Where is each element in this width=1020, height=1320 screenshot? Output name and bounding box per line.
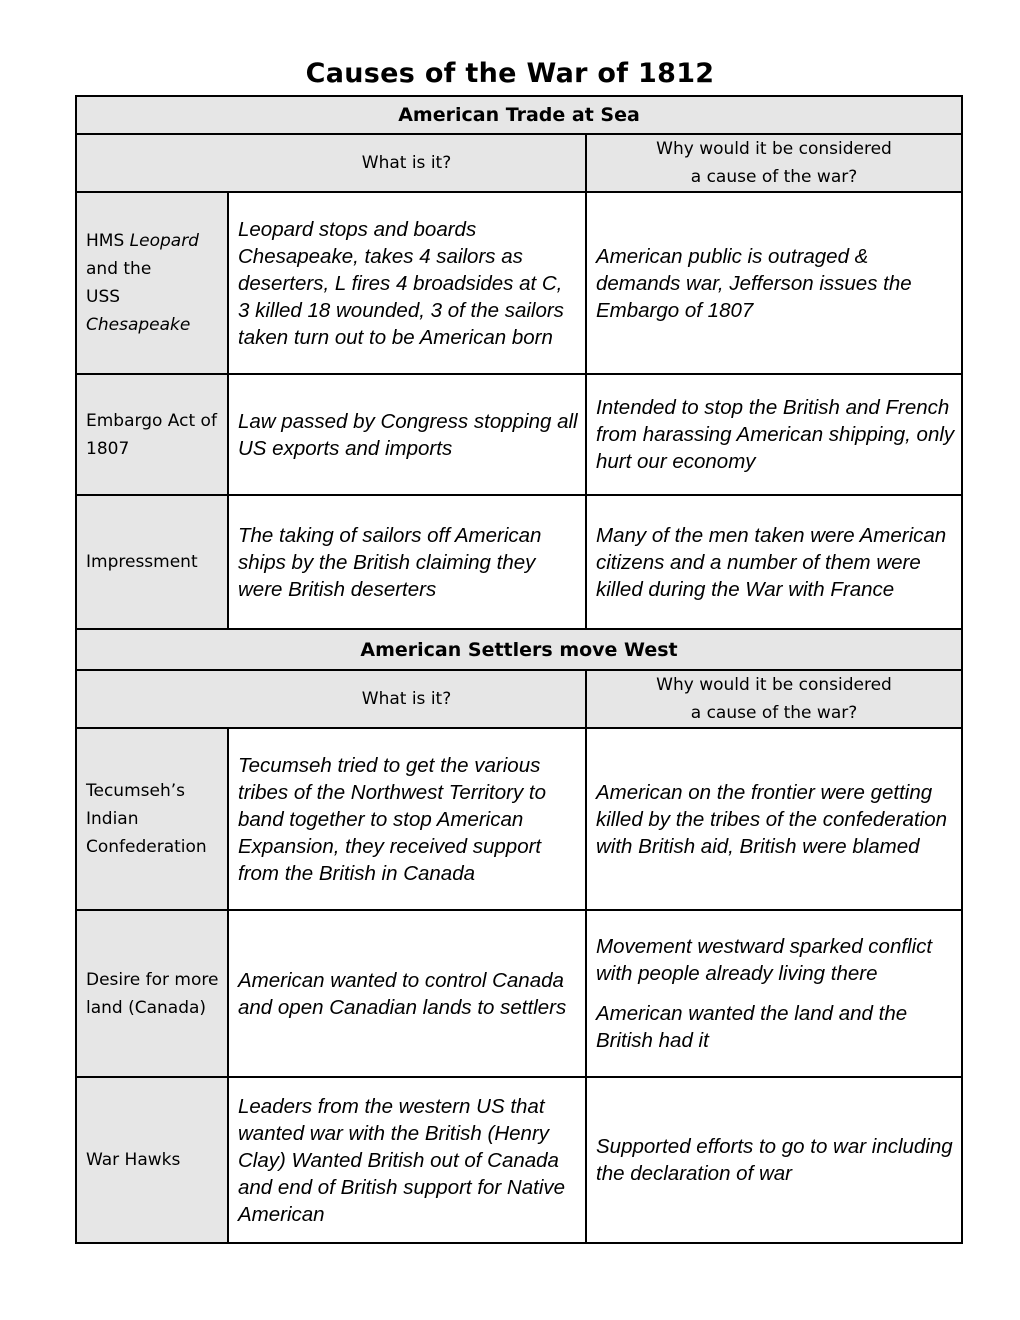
column-header-why-line1: Why would it be considered xyxy=(656,675,892,695)
column-header-why-line2: a cause of the war? xyxy=(690,703,858,723)
row-why-text: Supported efforts to go to war including the declaration of war xyxy=(596,1135,953,1185)
row-what: Leaders from the western US that wanted war with the British (Henry Clay) Wanted British out of Canada and end of British support for Native American xyxy=(228,1077,586,1243)
column-header-what: What is it? xyxy=(228,134,586,192)
row-label-part: Chesapeake xyxy=(86,315,191,335)
row-why xyxy=(586,1077,962,1243)
column-header-row xyxy=(76,670,962,728)
row-why xyxy=(586,192,962,374)
column-header-why-line1: Why would it be considered xyxy=(656,139,892,159)
row-why xyxy=(586,910,962,1077)
table-row xyxy=(76,728,962,910)
row-label: War Hawks xyxy=(76,1077,228,1243)
column-header-what: What is it? xyxy=(228,670,586,728)
causes-table xyxy=(75,95,963,1244)
row-why-text: Intended to stop the British and French from harassing American shipping, only hurt our economy xyxy=(596,396,955,473)
section-title: American Settlers move West xyxy=(76,629,962,670)
row-why-text: American wanted the land and the British had it xyxy=(596,1002,908,1052)
table-row xyxy=(76,1077,962,1243)
row-label: Tecumseh’s Indian Confederation xyxy=(76,728,228,910)
row-what: The taking of sailors off American ships by the British claiming they were British deserters xyxy=(228,495,586,629)
column-header-why-line2: a cause of the war? xyxy=(690,167,858,187)
row-why-text: American on the frontier were getting killed by the tribes of the confederation with British aid, British were blamed xyxy=(596,780,947,858)
row-label-part: USS xyxy=(86,287,121,307)
table-row xyxy=(76,495,962,629)
row-label-part: HMS xyxy=(86,231,130,251)
column-header-label xyxy=(76,670,228,728)
table-row xyxy=(76,374,962,495)
column-header-row xyxy=(76,134,962,192)
section-title: American Trade at Sea xyxy=(76,96,962,134)
row-what: Tecumseh tried to get the various tribes of the Northwest Territory to band together to stop American Expansion, they received support from the British in Canada xyxy=(228,728,586,910)
row-what: American wanted to control Canada and open Canadian lands to settlers xyxy=(228,910,586,1077)
row-why-text: Movement westward sparked conflict with people already living there xyxy=(596,935,933,985)
row-what: Leopard stops and boards Chesapeake, takes 4 sailors as deserters, L fires 4 broadsides at C, 3 killed 18 wounded, 3 of the sailors taken turn out to be American born xyxy=(228,192,586,374)
page-title: Causes of the War of 1812 xyxy=(305,58,715,89)
table-row xyxy=(76,192,962,374)
column-header-label xyxy=(76,134,228,192)
section-header xyxy=(76,629,962,670)
row-what: Law passed by Congress stopping all US exports and imports xyxy=(228,374,586,495)
row-label: Desire for more land (Canada) xyxy=(76,910,228,1077)
row-label-part: and the xyxy=(86,259,152,279)
section-header xyxy=(76,96,962,134)
row-label: Embargo Act of 1807 xyxy=(76,374,228,495)
row-label xyxy=(76,192,228,374)
row-why xyxy=(586,495,962,629)
row-why xyxy=(586,728,962,910)
row-why-text: Many of the men taken were American citizens and a number of them were killed during the War with France xyxy=(596,523,947,601)
row-label-part: Leopard xyxy=(129,231,199,251)
row-why-text: American public is outraged & demands war, Jefferson issues the Embargo of 1807 xyxy=(596,244,912,322)
row-why xyxy=(586,374,962,495)
table-row xyxy=(76,910,962,1077)
row-label: Impressment xyxy=(76,495,228,629)
column-header-why xyxy=(586,670,962,728)
column-header-why xyxy=(586,134,962,192)
